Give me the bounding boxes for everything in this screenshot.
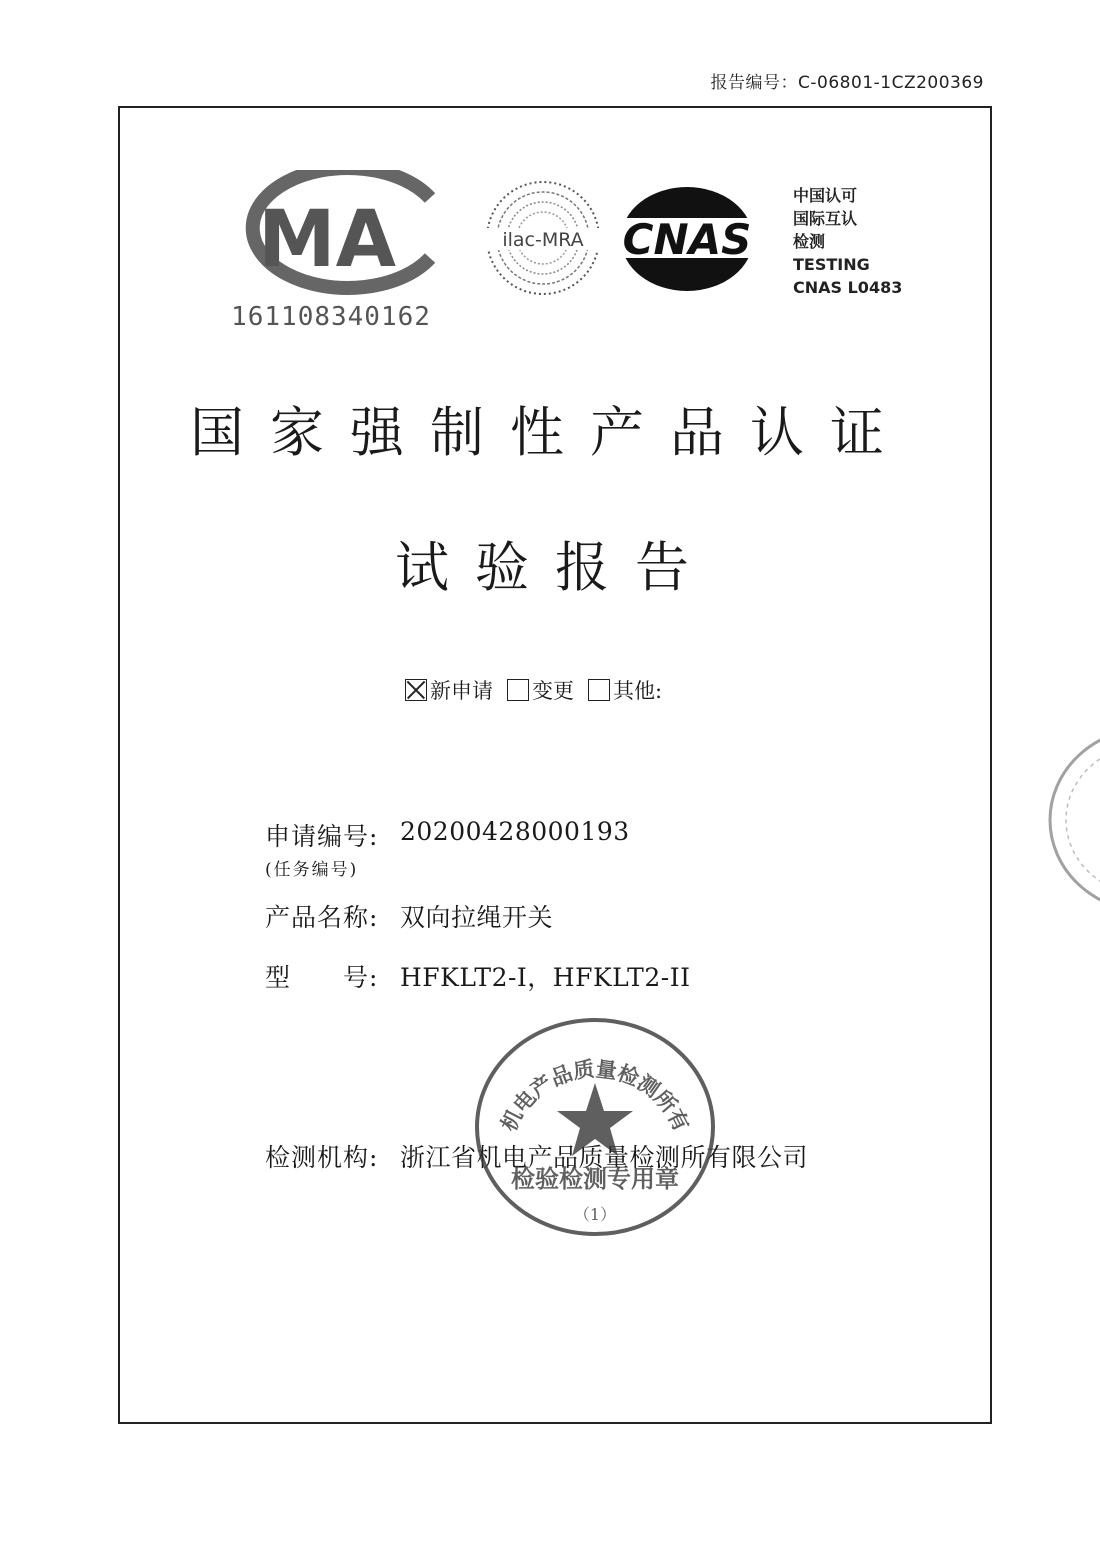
- cma-number: 161108340162: [231, 302, 431, 330]
- model-field: [265, 958, 690, 994]
- cnas-caption-line: CNAS L0483: [793, 278, 903, 297]
- seal-star: [557, 1083, 633, 1156]
- document-title: 国家强制性产品认证: [190, 401, 910, 464]
- cnas-caption: [793, 184, 902, 299]
- field-value: 20200428000193: [400, 817, 630, 846]
- field-value: 双向拉绳开关: [400, 903, 554, 932]
- option-new-application[interactable]: [405, 675, 493, 705]
- field-label: 型 号:: [265, 963, 379, 992]
- field-label: 申请编号:: [265, 822, 379, 851]
- report-number: 报告编号：C-06801-1CZ200369: [710, 73, 984, 93]
- checkbox-checked[interactable]: [405, 679, 427, 701]
- cnas-caption-line: 中国认可: [793, 186, 858, 205]
- option-change[interactable]: [507, 675, 574, 705]
- document-subtitle: 试验报告: [395, 536, 715, 599]
- cnas-caption-line: TESTING: [793, 255, 870, 274]
- ilac-mra-logo: [483, 178, 603, 298]
- seal-center-text: 检验检测专用章: [511, 1164, 679, 1193]
- field-value: 浙江省机电产品质量检测所有限公司: [400, 1143, 809, 1172]
- ilac-text: ilac-MRA: [502, 229, 584, 251]
- option-label: 其他:: [613, 679, 663, 703]
- partial-edge-seal: [1040, 725, 1100, 925]
- field-value: HFKLT2-I，HFKLT2-II: [400, 963, 691, 992]
- option-label: 变更: [532, 679, 574, 703]
- seal-number: （1）: [573, 1205, 617, 1224]
- product-name-field: [265, 898, 553, 934]
- official-seal: [470, 1015, 720, 1240]
- cnas-caption-line: 国际互认: [793, 209, 858, 228]
- cma-logo: [225, 170, 440, 330]
- field-label: 检测机构:: [265, 1143, 379, 1172]
- seal-arc-text: 机电产品质量检测所有: [495, 1056, 695, 1136]
- cnas-letters: CNAS: [622, 215, 752, 264]
- application-type-options: [405, 675, 676, 705]
- checkbox[interactable]: [588, 679, 610, 701]
- option-other[interactable]: [588, 675, 662, 705]
- accreditation-logos: [225, 170, 905, 340]
- field-label: 产品名称:: [265, 903, 379, 932]
- cma-letters: MA: [258, 195, 396, 285]
- checkbox[interactable]: [507, 679, 529, 701]
- cnas-logo: [617, 184, 757, 294]
- task-number-label: (任务编号): [265, 860, 359, 880]
- application-number-field: [265, 817, 630, 853]
- cnas-caption-line: 检测: [793, 232, 826, 251]
- option-label: 新申请: [430, 679, 493, 703]
